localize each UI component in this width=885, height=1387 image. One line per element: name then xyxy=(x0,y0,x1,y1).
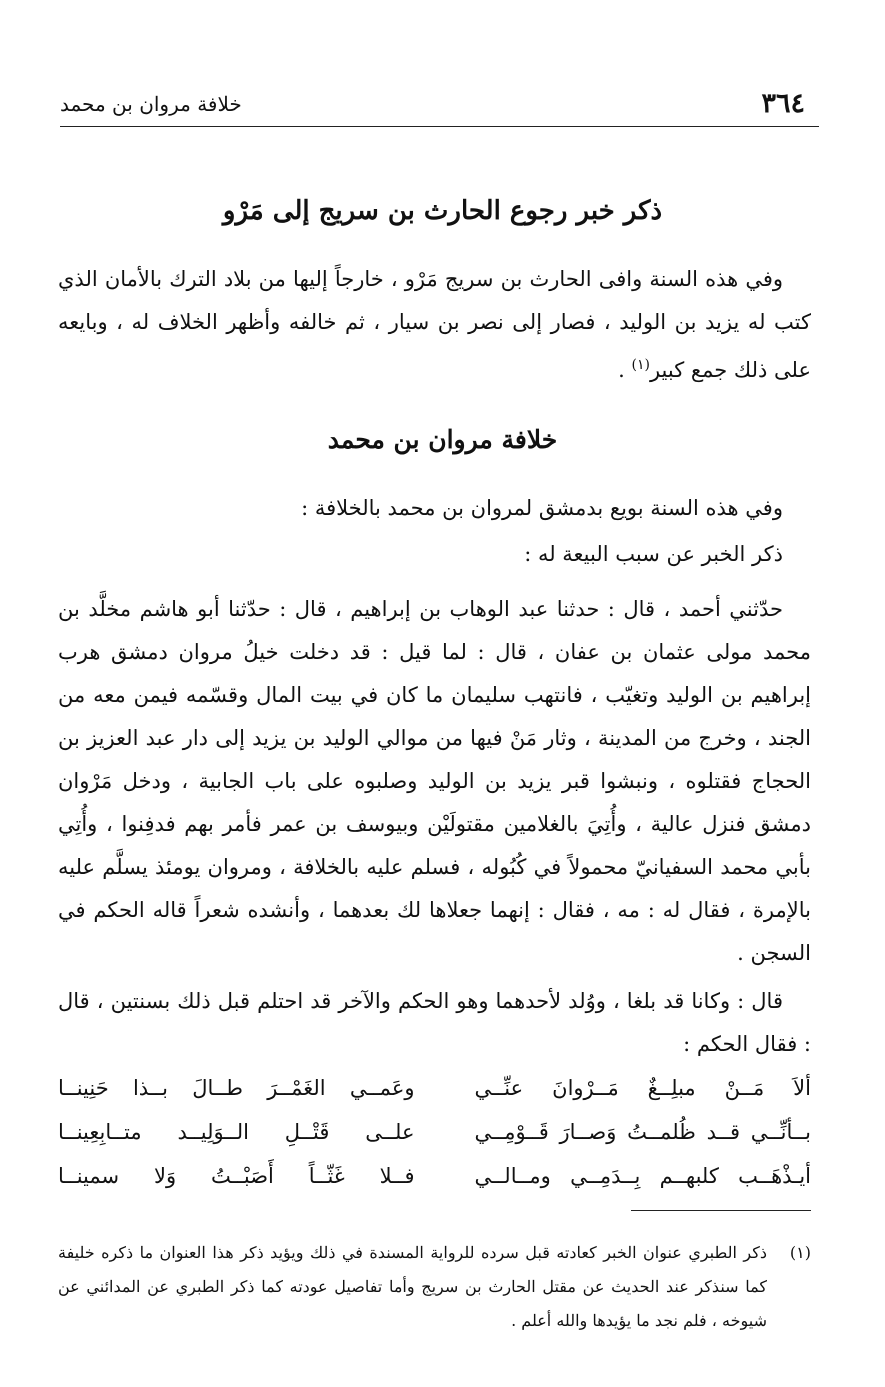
verse-second-hemistich: فــلا غَثّــاً أَصَبْــتُ وَلا سمينــا xyxy=(58,1164,415,1188)
verse-first-hemistich: بــأنِّــي قــد ظُلمــتُ وَصــارَ قَــوْمِــي xyxy=(474,1120,811,1144)
poem-verse xyxy=(58,1154,811,1198)
verse-second-hemistich: علــى قَتْــلِ الــوَلِيــد متــابِعِينــا xyxy=(58,1120,415,1144)
verse-first-hemistich: ألاَ مَــنْ مبلِــغٌ مَــرْوانَ عنِّــي xyxy=(474,1076,811,1100)
poem-verse xyxy=(58,1066,811,1110)
paragraph-text: وفي هذه السنة وافى الحارث بن سريج مَرْو ، خارجاً إليها من بلاد الترك بالأمان الذي كتب له يزيد بن الوليد ، فصار إلى نصر بن سيار ، ثم خالفه وأظهر الخلاف له ، وبايعه على ذلك جمع كبير xyxy=(58,267,811,382)
paragraph-narration: حدّثني أحمد ، قال : حدثنا عبد الوهاب بن إبراهيم ، قال : حدّثنا أبو هاشم مخلَّد بن محمد مولى عثمان بن عفان ، قال : لما قيل : قد دخلت خيلُ مروان دمشق هرب إبراهيم بن الوليد وتغيّب ، فانتهب سليمان ما كان في بيت المال وقسّمه فيمن معه من الجند ، وخرج من المدينة ، وثار مَنْ فيها من موالي الوليد بن يزيد إلى دار عبد العزيز بن الحجاج فقتلوه ، ونبشوا قبر يزيد بن الوليد وصلبوه على باب الجابية ، ودخل مَرْوان دمشق فنزل عالية ، وأُتِيَ بالغلامين مقتولَيْن وبيوسف بن عمر فأمر بهم فدفِنوا ، وأُتِي بأبي محمد السفيانيّ محمولاً في كُبُوله ، فسلم عليه بالخلافة ، ومروان يومئذ يسلَّم عليه بالإمرة ، فقال له : مه ، فقال : إنهما جعلاها لك بعدهما ، وأنشده شعراً قاله الحكم في السجن . xyxy=(58,597,811,965)
footnote-text: ذكر الطبري عنوان الخبر كعادته قبل سرده للرواية المسندة في ذلك ويؤيد ذكر هذا العنوان ما ذكره خليفة كما سنذكر عند الحديث عن مقتل الحارث بن سريج وأما تفاصيل عودته كما ذكر الطبري عن المدائني عن شيوخه ، فلم نجد ما يؤيدها والله أعلم . xyxy=(58,1243,768,1330)
verse-second-hemistich: وعَمــي الغَمْــرَ طــالَ بــذا حَنِينــا xyxy=(58,1076,415,1100)
paragraph-allegiance: وفي هذه السنة بويع بدمشق لمروان بن محمد بالخلافة : xyxy=(301,496,783,520)
footnote-marker: (١) xyxy=(789,1243,811,1262)
page-number: ٣٦٤ xyxy=(761,88,805,119)
paragraph-hakam-intro: قال : وكانا قد بلغا ، ووُلد لأحدهما وهو الحكم والآخر قد احتلم قبل ذلك بسنتين ، قال : فقال الحكم : xyxy=(58,989,811,1056)
running-header xyxy=(60,86,819,127)
footnote-divider xyxy=(631,1210,811,1211)
running-title: خلافة مروان بن محمد xyxy=(60,92,242,116)
section-title-harith-return: ذكر خبر رجوع الحارث بن سريج إلى مَرْو xyxy=(222,196,663,226)
poem-verse xyxy=(58,1110,811,1154)
section-title-marwan-caliphate: خلافة مروان بن محمد xyxy=(327,425,558,454)
paragraph-allegiance-reason-heading: ذكر الخبر عن سبب البيعة له : xyxy=(524,542,783,566)
poem xyxy=(58,1066,811,1198)
footnote-reference: (١) xyxy=(631,357,650,373)
paragraph-end: . xyxy=(618,358,632,382)
footnote xyxy=(58,1236,811,1338)
verse-first-hemistich: أيـذْهَــب كلبهــم بِــدَمِــي ومــالــي xyxy=(474,1164,811,1188)
paragraph-harith-return xyxy=(58,258,811,392)
